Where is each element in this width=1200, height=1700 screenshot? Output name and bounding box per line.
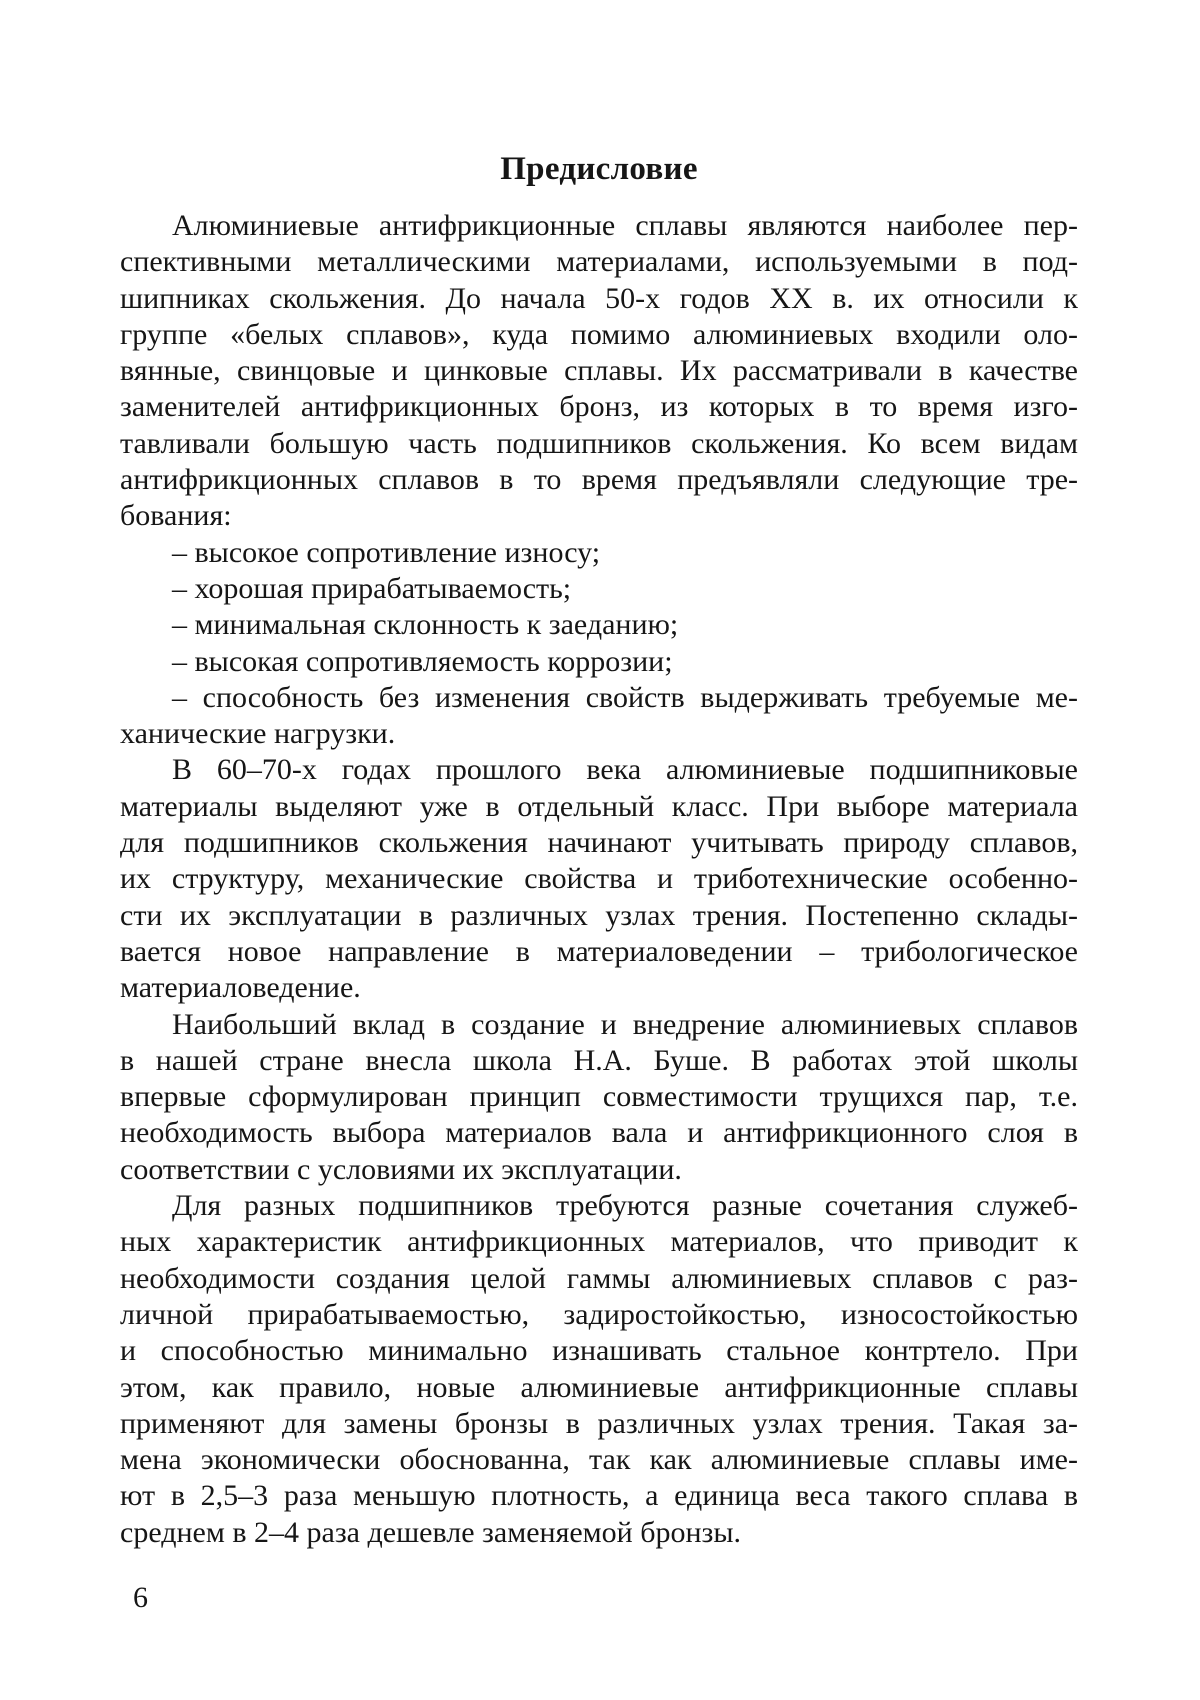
text-line: соответствии с условиями их эксплуатации.	[120, 1152, 682, 1186]
text-line: необходимости создания целой гаммы алюминиевых сплавов с раз-	[120, 1261, 1078, 1295]
text-line: – хорошая прирабатываемость;	[172, 571, 572, 605]
text-line: среднем в 2–4 раза дешевле заменяемой бронзы.	[120, 1515, 742, 1549]
text-line: Наибольший вклад в создание и внедрение алюминиевых сплавов	[172, 1007, 1078, 1041]
text-block	[120, 150, 1078, 1551]
text-line: необходимость выбора материалов вала и антифрикционного слоя в	[120, 1116, 1078, 1150]
body-text	[120, 208, 1078, 1551]
text-line: впервые сформулирован принцип совместимости трущихся пар, т.е.	[120, 1080, 1078, 1114]
page-number: 6	[133, 1581, 148, 1614]
text-line: спективными металлическими материалами, используемыми в под-	[120, 245, 1078, 279]
text-line: применяют для замены бронзы в различных узлах трения. Такая за-	[120, 1406, 1078, 1440]
text-line: – высокая сопротивляемость коррозии;	[172, 644, 673, 678]
text-line: в нашей стране внесла школа Н.А. Буше. В работах этой школы	[120, 1043, 1078, 1077]
text-line: материаловедение.	[120, 971, 361, 1005]
text-line: – способность без изменения свойств выдерживать требуемые ме-	[172, 680, 1078, 714]
text-line: ных характеристик антифрикционных материалов, что приводит к	[120, 1225, 1078, 1259]
text-line: Для разных подшипников требуются разные сочетания служеб-	[172, 1189, 1078, 1223]
text-line: вается новое направление в материаловедении – трибологическое	[120, 934, 1078, 968]
list-item	[120, 644, 1078, 680]
text-line: – минимальная склонность к заеданию;	[172, 608, 679, 642]
text-line: бования:	[120, 499, 232, 533]
text-line: материалы выделяют уже в отдельный класс. При выборе материала	[120, 789, 1078, 823]
paragraph	[120, 1007, 1078, 1188]
text-line: личной прирабатываемостью, задиростойкостью, износостойкостью	[120, 1297, 1078, 1331]
paragraph	[120, 1188, 1078, 1551]
paragraph	[120, 752, 1078, 1006]
text-line: – высокое сопротивление износу;	[172, 535, 601, 569]
text-line: В 60–70-х годах прошлого века алюминиевые подшипниковые	[172, 753, 1078, 787]
text-line: мена экономически обоснованна, так как алюминиевые сплавы име-	[120, 1443, 1078, 1477]
paragraph	[120, 208, 1078, 535]
text-line: тавливали большую часть подшипников скольжения. Ко всем видам	[120, 426, 1078, 460]
text-line: шипниках скольжения. До начала 50-х годов XX в. их относили к	[120, 281, 1078, 315]
text-line: этом, как правило, новые алюминиевые антифрикционные сплавы	[120, 1370, 1078, 1404]
list-item	[120, 535, 1078, 571]
text-line: сти их эксплуатации в различных узлах трения. Постепенно склады-	[120, 898, 1078, 932]
list-item	[120, 680, 1078, 753]
text-line: антифрикционных сплавов в то время предъявляли следующие тре-	[120, 463, 1078, 497]
text-line: вянные, свинцовые и цинковые сплавы. Их рассматривали в качестве	[120, 354, 1078, 388]
text-line: ют в 2,5–3 раза меньшую плотность, а единица веса такого сплава в	[120, 1479, 1078, 1513]
list-item	[120, 571, 1078, 607]
text-line: их структуру, механические свойства и триботехнические особенно-	[120, 862, 1078, 896]
list-item	[120, 607, 1078, 643]
text-line: Алюминиевые антифрикционные сплавы являются наиболее пер-	[172, 209, 1078, 242]
text-line: ханические нагрузки.	[120, 717, 396, 751]
text-line: группе «белых сплавов», куда помимо алюминиевых входили оло-	[120, 317, 1078, 351]
text-line: заменителей антифрикционных бронз, из которых в то время изго-	[120, 390, 1078, 424]
page-title: Предисловие	[500, 151, 698, 187]
text-line: и способностью минимально изнашивать стальное контртело. При	[120, 1334, 1078, 1368]
text-line: для подшипников скольжения начинают учитывать природу сплавов,	[120, 826, 1078, 860]
